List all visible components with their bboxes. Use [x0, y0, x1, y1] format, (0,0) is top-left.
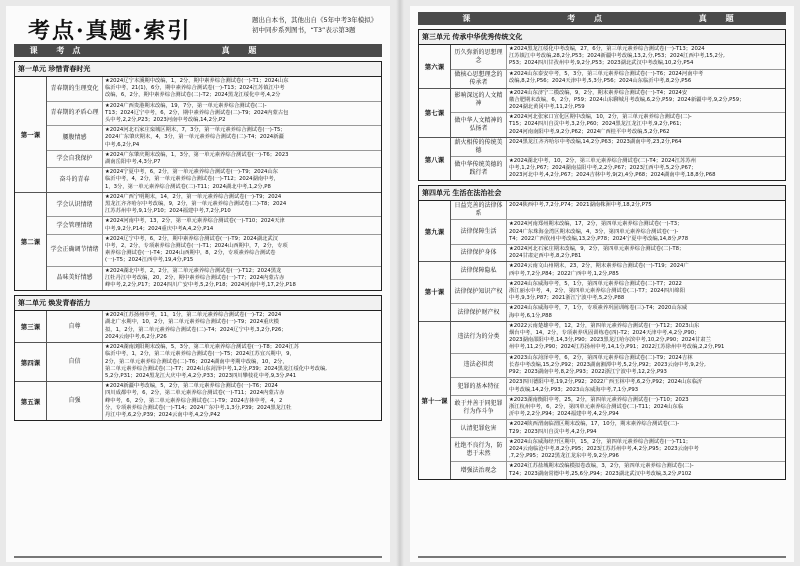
topic-references: [507, 396, 785, 420]
reference-line: 海中考,6,1分,P88: [509, 312, 552, 319]
topic-row: [47, 217, 381, 234]
reference-line: P53；2024四川甘孜州中考,9,2分,P53；2023湖北武汉中考改编,10,2分,P54: [509, 60, 694, 67]
lesson-name: 第十一课: [419, 322, 451, 479]
reference-line: ★2024辽宁本溪期中改编，1，2分，期中素养综合测试卷(一)-T1；2024山东: [105, 78, 289, 84]
topic-references: [507, 70, 785, 88]
reference-line: 2分，第二单元素养综合测试卷(二)-T6；2024湖南中考期中改编，10，2分，: [105, 358, 288, 365]
reference-line: 2024甘肃定西中考,8,2分,P81: [509, 253, 582, 260]
reference-line: ,7,2分,P95；2022黑龙江龙东中考,9,2分,P96: [509, 453, 619, 460]
topic-row: [451, 113, 785, 137]
topic-references: [507, 245, 785, 261]
topic-name: 增强法治观念: [451, 462, 507, 478]
topic-row: [451, 438, 785, 463]
topic-row: [47, 343, 381, 381]
topic-references: [103, 168, 381, 192]
lesson-row: [15, 382, 381, 420]
reference-line: T15；2024四川自贡中考,3,2分,P60；2024黑龙江龙江中考,9,2分,P61；: [509, 121, 685, 128]
unit-block: [14, 295, 382, 421]
lesson-row: [15, 311, 381, 343]
topic-references: [507, 322, 785, 353]
reference-line: ★2024辽宁中考，6，2分，期中素养综合测试卷(一)-T9；2024湖北武汉: [105, 235, 278, 242]
lesson-name: 第一课: [15, 77, 47, 192]
reference-line: ★2024湖北中考，2，2分，第二单元素养综合测试卷(一)-T12；2024黑龙: [105, 267, 282, 274]
reference-line: 沂中考,2,2分,P94；2024福建中考,4,2分,P94: [509, 411, 619, 418]
reference-line: ★2024河北石家庄期末改编，9，2分，第四单元素养综合测试卷(二)-T8；: [509, 246, 685, 253]
topic-name: 法律保障生活: [451, 220, 507, 244]
reference-line: ★2024新疆中考改编，5，2分，第二单元素养综合测试卷(一)-T6；2024: [105, 383, 278, 390]
topic-references: [507, 378, 785, 394]
topic-name: 做中华人文精神的弘扬者: [451, 113, 507, 137]
topic-references: [507, 354, 785, 378]
topic-references: [103, 102, 381, 126]
topic-row: [451, 89, 785, 114]
lesson-name: 第五课: [15, 382, 47, 420]
reference-line: 长春中考改编,15,2分,P92；2023湖南湘潭中考,5,2分,P92；2023云南中考,9,2分,: [509, 361, 706, 368]
reference-line: 徽合肥期末改编，6，2分，P59；2024山东聊城月考改编,6,2分,P59；2024新疆中考,9,2分,P59；: [509, 96, 745, 103]
reference-line: ★2024广东肇庆期末改编，1，3分，第一单元素养综合测试卷(一)-T6；2023: [105, 151, 289, 158]
topic-name: 奋斗的青春: [47, 168, 103, 192]
reference-line: ★2024黑龙江绥化中考改编，27，6分，第三单元素养综合测试卷(一)-T13；2024: [509, 46, 705, 52]
reference-line: 2024河南南阳中考,9,2分,P62；2024广西桂平中考改编,5,2分,P62: [509, 128, 670, 135]
lesson-name: 第八课: [419, 138, 451, 181]
topic-name: 历久弥新的思想理念: [451, 45, 507, 69]
reference-line: ★2024河北张家口宣化区期中改编，10，2分，第三单元素养综合测试卷(二)-: [509, 114, 692, 121]
topic-row: [451, 396, 785, 421]
left-table-header: 课 考点 真 题: [14, 44, 382, 57]
reference-line: 湖南岳阳中考,4,3分,P7: [105, 159, 161, 166]
reference-line: T4；2022广西钦州中考改编,13,2分,P78；2024宁夏中考改编,14,8分,P78: [509, 235, 689, 242]
reference-line: 1，3分，第一单元素养综合测试卷(二)-T11；2024湖北中考,1,2分,P8: [105, 183, 271, 190]
reference-line: 浙江丽水中考，4，2分，第四单元素养综合测试卷(二)-T7；2024四川绵阳: [509, 288, 685, 295]
right-table-header: 课 考 点 真 题: [418, 12, 786, 25]
lesson-row: [419, 201, 785, 262]
reference-line: 江苏镇江中考改编,28,2分,P53；2024新疆中考改编,13,2,分,P53；2024江西中考,15,2分,: [509, 53, 725, 60]
topic-row: [451, 378, 785, 395]
topic-row: [451, 420, 785, 437]
topic-name: 自信: [47, 343, 103, 381]
lesson-name: 第九课: [419, 201, 451, 261]
lesson-name: 第三课: [15, 311, 47, 342]
reference-line: 西中考,7,2分,P84；2022广西中考,1,2分,P85: [509, 270, 619, 277]
reference-line: 丹江中考,6,2分,P39；2024云南中考,4,2分,P42: [105, 411, 221, 418]
lesson-topics: [47, 193, 381, 290]
topic-references: [507, 438, 785, 462]
topic-name: 自尊: [47, 311, 103, 342]
topic-references: [507, 157, 785, 181]
right-units: [418, 29, 786, 480]
reference-line: ★2023湖南衡阳中考，25，2分，第四单元素养综合测试卷(一)-T10；2023: [509, 396, 689, 403]
topic-references: [103, 382, 381, 420]
unit-block: [418, 185, 786, 479]
reference-line: P92；2023湖南中考,8,2分,P93；2022浙江宁波中考,12,2分,P93: [509, 369, 667, 376]
reference-line: 2024广东珠海金湾区期末改编，4，3分，第四单元素养综合测试卷(一)-: [509, 228, 679, 235]
reference-line: 中考,6,2分,P4: [105, 141, 140, 148]
reference-line: 中考,1,2分,P67；2024湖南益阳中考,2,2分,P67；2023江西中考,5,2分,P67；: [509, 165, 697, 172]
topic-references: [103, 343, 381, 381]
reference-line: 中考改编,14,2分,P93；2023山东威海中考,7,1分,P93: [509, 386, 639, 393]
unit-title: 第一单元 珍惜青春时光: [15, 62, 381, 77]
reference-line: ★2024江苏扬州中考，11，1分，第二单元素养综合测试卷(一)-T2；2024: [105, 312, 282, 319]
lesson-row: [15, 77, 381, 193]
topic-references: [103, 126, 381, 150]
reference-line: ★2024云南文山州期末，23，2分，期末素养综合测试卷(一)-T19；2024广: [509, 263, 689, 270]
topic-name: 认清犯罪危害: [451, 420, 507, 436]
reference-line: 2023湖南邵阳中考,14,3分,P90；2023黑龙江哈尔滨中考,10,2分,P90；2024甘肃兰: [509, 337, 711, 344]
topic-name: 敢于并善于同犯罪行为作斗争: [451, 396, 507, 420]
reference-line: 2024黑龙江齐齐哈尔中考改编,14,2分,P63；2023湖南中考,23,2分,P64: [509, 138, 682, 145]
lesson-topics: [47, 382, 381, 420]
reference-line: 2024云南中考,6,2分,P26: [105, 333, 167, 340]
topic-row: [451, 245, 785, 261]
lesson-row: [419, 138, 785, 181]
topic-row: [47, 267, 381, 291]
topic-references: [103, 193, 381, 217]
reference-line: 中考,9,3分,P87；2021浙江宁波中考,5,2分,P88: [509, 295, 625, 302]
topic-row: [47, 193, 381, 218]
topic-references: [103, 311, 381, 342]
topic-name: 影响深远的人文精神: [451, 89, 507, 113]
lesson-row: [419, 322, 785, 479]
topic-row: [47, 102, 381, 127]
topic-row: [451, 157, 785, 181]
topic-name: 日益完善的法律体系: [451, 201, 507, 219]
reference-line: ★2024山东威海中考，7，1分，专项素养巩固训练卷(三)-T4；2020山东威: [509, 305, 688, 312]
reference-line: 2024陕西中考,7,2分,P74；2021湖南株洲中考,18,2分,P75: [509, 202, 652, 209]
reference-line: 峰中考，6，2分，第二单元素养综合测试卷(二)-T9；2024吉林中考，4，2: [105, 397, 283, 404]
unit-title: 第三单元 传承中华优秀传统文化: [419, 30, 785, 45]
reference-line: 2024广东肇庆期末，4，3分，第一单元素养综合测试卷(二)-T4；2024新疆: [105, 134, 284, 141]
topic-references: [507, 304, 785, 320]
topic-row: [47, 235, 381, 267]
topic-row: [451, 280, 785, 305]
book-spine: [396, 0, 404, 566]
lesson-name: 第十课: [419, 262, 451, 320]
topic-name: 法律保护知识产权: [451, 280, 507, 304]
reference-line: ★2024山东威海中考，5，1分，第四单元素养综合测试卷(二)-T7；2022: [509, 280, 682, 287]
reference-line: ★2024宁夏中考，6，2分，第一单元素养综合测试卷(一)-T9；2024山东: [105, 169, 278, 176]
topic-row: [47, 382, 381, 420]
reference-line: 州中考,11,2分,P90；2024江苏扬州中考,14,1分,P91；2022江苏徐州中考改编,2,2分,P91: [509, 344, 725, 351]
topic-row: [47, 77, 381, 102]
topic-name: 法律保障隐私: [451, 262, 507, 278]
reference-line: T29；2023四川自贡中考,4,2分,P94: [509, 428, 597, 435]
topic-references: [507, 462, 785, 478]
topic-name: 自强: [47, 382, 103, 420]
reference-line: 分，专项素养综合测试卷(一)-T14；2024广东中考,1,3分,P39；2024黑龙江牡: [105, 404, 292, 411]
reference-line: 湖北广水期中，10，2分，第二单元素养综合测试卷(一)-T9；2024重庆模: [105, 319, 279, 326]
topic-row: [451, 45, 785, 70]
reference-line: 中考，2，2分，专项素养综合测试卷(一)-T1；2024山西期中，7，2分，专项: [105, 243, 288, 250]
reference-line: 第二单元素养综合测试卷(二)-T7；2024山东菏泽中考,1,2分,P39；2024黑龙江绥化中考改编,: [105, 365, 327, 372]
reference-line: 头中考,2,2分,P23；2023河南中考改编,14,2分,P2: [105, 117, 226, 124]
reference-line: 素养综合测试卷(一)-T4；2024山西期中，8，2分，专项素养综合测试卷: [105, 250, 276, 257]
unit-title: 第四单元 生活在法治社会: [419, 186, 785, 201]
reference-line: 烟台中考，14，2分，专项素养巩固训练卷(四)-T2；2024天津中考,4,2分,P90；: [509, 330, 700, 337]
lesson-topics: [451, 45, 785, 88]
page-footer-line: [14, 556, 382, 558]
topic-references: [507, 201, 785, 219]
lesson-topics: [451, 322, 785, 479]
topic-name: 青春期的矛盾心理: [47, 102, 103, 126]
lesson-name: 第四课: [15, 343, 47, 381]
topic-name: 学会自我保护: [47, 151, 103, 167]
reference-line: ★2024河南中考，13，2分，第一单元素养综合测试卷(一)-T10；2024天津: [105, 218, 285, 225]
lesson-name: 第七课: [419, 89, 451, 137]
reference-line: 拟，1，2分，第二单元素养综合测试卷(二)-T4；2024辽宁中考,3,2分,P26；: [105, 326, 287, 333]
reference-line: 浙江杭州中考，6，2分，第四单元素养综合测试卷(二)-T11；2024山东临: [509, 403, 683, 410]
topic-row: [451, 220, 785, 245]
topic-row: [47, 311, 381, 342]
reference-line: 临沂中考，21(1)，6分，期中素养综合测试卷(一)-T13；2024江苏镇江中考: [105, 85, 285, 92]
reference-line: 临沂中考，1，2分，第二单元素养综合测试卷(一)-T5；2024江苏宜兴期中，9，: [105, 351, 295, 358]
topic-row: [451, 354, 785, 379]
topic-references: [507, 45, 785, 69]
reference-line: 2024云南临沧中考,8,2分,P95；2023江苏苏州中考,4,2分,P95；2023云南中考: [509, 445, 699, 452]
topic-row: [451, 322, 785, 354]
reference-line: 黑龙江齐齐哈尔中考改编，9，2分，第一单元素养综合测试卷(二)-T8；2024: [105, 201, 287, 208]
reference-line: 江苏苏州中考,9,1分,P10；2024福建中考,7,2分,P10: [105, 208, 231, 215]
topic-references: [507, 280, 785, 304]
topic-references: [103, 217, 381, 233]
lesson-topics: [451, 89, 785, 137]
unit-title: 第二单元 焕发青春活力: [15, 296, 381, 311]
lesson-topics: [47, 77, 381, 192]
reference-line: 改编，6，2分，期中素养综合测试卷(二)-T2；2024黑龙江绥化中考,4,2分: [105, 92, 281, 99]
topic-name: 犯罪的基本特征: [451, 378, 507, 394]
topic-name: 腰腹情感: [47, 126, 103, 150]
topic-name: 学会认识情绪: [47, 193, 103, 217]
unit-block: [14, 61, 382, 291]
lesson-topics: [451, 201, 785, 261]
reference-line: T24；2023湖南常德中考,25,6分,P94；2023湖北武汉中考改编,3,2分,P102: [509, 470, 692, 477]
topic-row: [47, 151, 381, 168]
reference-line: 2024湖北黄冈中考,11,2分,P59: [509, 104, 585, 111]
topic-row: [451, 304, 785, 320]
lesson-topics: [47, 311, 381, 342]
index-note: 题出自本书，其他出自《5年中考3年模拟》 初中同步系列图书，“T3”表示第3题: [252, 16, 378, 34]
topic-name: 学会管理情绪: [47, 217, 103, 233]
reference-line: ★2022云南楚雄中考，12，2分，第四单元素养综合测试卷(一)-T12；2023山东: [509, 322, 700, 329]
topic-name: 品味美好情感: [47, 267, 103, 291]
topic-references: [507, 220, 785, 244]
topic-name: 学会正确调节情绪: [47, 235, 103, 266]
lesson-row: [419, 89, 785, 138]
page-footer-line: [418, 556, 786, 558]
topic-references: [507, 113, 785, 137]
reference-line: 峰中考,2,2分,P17；2024四川广安中考,5,2分,P18；2024河南中考,17,2分,P18: [105, 282, 296, 289]
topic-row: [451, 201, 785, 220]
reference-line: ★2024江苏盐城期末改编模拟卷改编，3，2分，第四单元素养综合测试卷(二)-: [509, 463, 694, 470]
topic-name: 违法行为的分类: [451, 322, 507, 353]
lesson-name: 第二课: [15, 193, 47, 290]
reference-line: 临沂中考，4，2分，第一单元素养综合测试卷(一)-T12；2024湖南中考，: [105, 176, 279, 183]
topic-name: 做中华传统美德的践行者: [451, 157, 507, 181]
reference-line: ★2024山东济宁二模改编，9，2分，期末素养综合测试卷(一)-T4；2024安: [509, 89, 688, 96]
topic-row: [451, 138, 785, 157]
topic-references: [507, 138, 785, 156]
topic-name: 法律保护财产权: [451, 304, 507, 320]
topic-references: [103, 235, 381, 266]
left-page: [6, 6, 390, 562]
lesson-row: [15, 193, 381, 290]
reference-line: 2023四川德阳中考,19,2分,P92；2022广西玉林中考,6,2分,P92；2024山东临沂: [509, 379, 703, 386]
topic-row: [47, 126, 381, 151]
topic-name: 做核心思想理念的传承者: [451, 70, 507, 88]
topic-references: [507, 89, 785, 113]
reference-line: T13；2024辽宁中考，6，2分，期中素养综合测试卷(二)-T9；2024内蒙古包: [105, 109, 289, 116]
reference-line: 中考,9,2分,P14；2024重庆中考A,4,2分,P14: [105, 225, 214, 232]
reference-line: 5,2分,P31；2024黑龙江大庆中考,4,2分,P33；2023四川攀枝花中考,9,3分,P41: [105, 372, 297, 379]
topic-name: 违法必担责: [451, 354, 507, 378]
reference-line: ★2024陕西渭南临渭区期末改编，17，10分，期末素养综合测试卷(二)-: [509, 421, 680, 428]
lesson-row: [419, 262, 785, 321]
reference-line: 改编,8,2分,P56；2024天津中考,5,3分,P56；2024山东临沂中考,8,2分,P56: [509, 77, 692, 84]
topic-row: [451, 262, 785, 279]
right-page: [410, 6, 794, 562]
lesson-topics: [451, 262, 785, 320]
lesson-topics: [47, 343, 381, 381]
reference-line: ★2024山东泰安中考，5，3分，第三单元素养综合测试卷(一)-T6；2024河南中考: [509, 70, 704, 77]
reference-line: ★2024河南郑州期末改编，17，2分，第四单元素养综合测试卷(一)-T3；: [509, 221, 683, 228]
reference-line: 2023河北中考,4,2分,P67；2024吉林中考,9(2),4分,P68；2024湖南中考,18,8分,P68: [509, 172, 716, 179]
unit-block: [418, 29, 786, 181]
topic-name: 青春期的生理变化: [47, 77, 103, 101]
lesson-name: 第六课: [419, 45, 451, 88]
reference-line: 四川成都中考，6，2分，第二单元素养综合测试卷(一)-T11；2024内蒙古赤: [105, 390, 285, 397]
topic-references: [103, 267, 381, 291]
reference-line: ★2024湖南浏阳期末改编，5，3分，第二单元素养综合测试卷(一)-T8；2024江苏: [105, 344, 300, 351]
reference-line: 江牡丹江中考改编，20，2分，期中素养综合测试卷(一)-T7；2024内蒙古赤: [105, 274, 285, 281]
reference-line: ★2024湖北中考，10，2分，第三单元素养综合测试卷(二)-T4；2024江苏苏州: [509, 157, 696, 164]
lesson-row: [15, 343, 381, 382]
lesson-topics: [451, 138, 785, 181]
topic-references: [103, 151, 381, 167]
topic-references: [103, 77, 381, 101]
left-page-header: [14, 12, 382, 44]
index-title: 考点·真题·索引: [28, 18, 192, 44]
reference-line: ★2024山东威海经开区期中，15，2分，第四单元素养综合测试卷(一)-T11；: [509, 438, 692, 445]
topic-name: 法律保护身体: [451, 245, 507, 261]
left-units: [14, 61, 382, 421]
reference-line: ★2024广西宁明期末，14，2分，第一单元素养综合测试卷(一)-T9；2024: [105, 193, 282, 200]
topic-row: [451, 462, 785, 478]
lesson-row: [419, 45, 785, 89]
reference-line: (一)-T5；2024江西中考,19,4分,P15: [105, 257, 194, 264]
topic-row: [451, 70, 785, 88]
reference-line: ★2024广西贵港期末改编，19，7分，第一单元素养综合测试卷(二)-: [105, 102, 267, 109]
topic-name: 薪火相传的传统美德: [451, 138, 507, 156]
topic-references: [507, 420, 785, 436]
topic-references: [507, 262, 785, 278]
topic-row: [47, 168, 381, 192]
reference-line: ★2023山东菏泽中考，6，2分，第四单元素养综合测试卷(二)-T9；2024吉林: [509, 354, 693, 361]
reference-line: ★2024河北石家庄栾城区期末，7，3分，第一单元素养综合测试卷(一)-T5；: [105, 127, 286, 134]
topic-name: 杜绝不良行为，防患于未然: [451, 438, 507, 462]
